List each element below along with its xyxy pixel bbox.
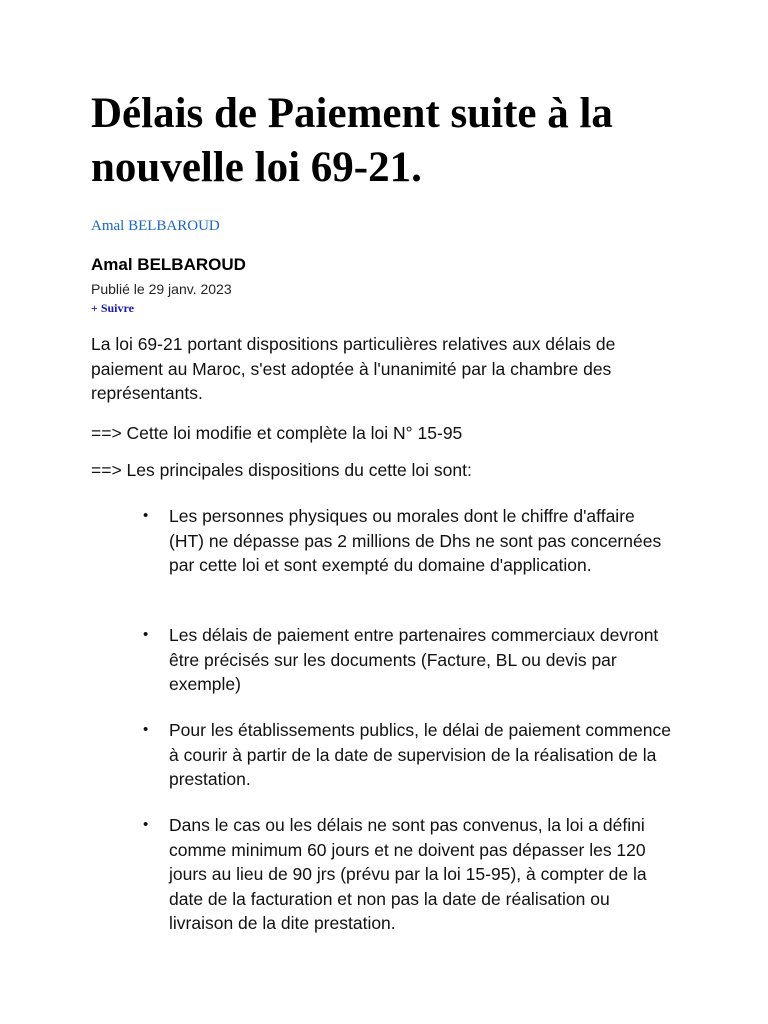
- publish-date: Publié le 29 janv. 2023: [91, 281, 232, 297]
- list-item-text: Les personnes physiques ou morales dont le chiffre d'affaire (HT) ne dépasse pas 2 millions de Dhs ne sont pas concernées par cette loi et sont exempté du domaine d'application.: [169, 506, 662, 575]
- article-title: Délais de Paiement suite à la nouvelle loi 69-21.: [91, 90, 613, 191]
- author-link[interactable]: Amal BELBAROUD: [91, 218, 220, 234]
- follow-button[interactable]: + Suivre: [91, 301, 134, 315]
- list-item-text: Pour les établissements publics, le délai de paiement commence à courir à partir de la date de supervision de la réalisation de la prestation.: [169, 720, 671, 789]
- list-item-text: Dans le cas ou les délais ne sont pas convenus, la loi a défini comme minimum 60 jours et ne doivent pas dépasser les 120 jours au lieu de 90 jrs (prévu par la loi 15-95), à compter de la date de la facturation et non pas la date de réalisation ou livraison de la dite prestation.: [169, 815, 647, 933]
- principal-line: ==> Les principales dispositions du cette loi sont:: [91, 460, 472, 480]
- bullet-icon: •: [143, 626, 149, 643]
- bullet-icon: •: [143, 507, 149, 524]
- author-name: Amal BELBAROUD: [91, 255, 246, 274]
- bullet-icon: •: [143, 721, 149, 738]
- list-item-text: Les délais de paiement entre partenaires commerciaux devront être précisés sur les documents (Facture, BL ou devis par exemple): [169, 625, 659, 694]
- modifies-line: ==> Cette loi modifie et complète la loi N° 15-95: [91, 423, 463, 443]
- bullet-icon: •: [143, 816, 149, 833]
- intro-paragraph: La loi 69-21 portant dispositions particulières relatives aux délais de paiement au Maroc, s'est adoptée à l'unanimité par la chambre des représentants.: [91, 334, 616, 403]
